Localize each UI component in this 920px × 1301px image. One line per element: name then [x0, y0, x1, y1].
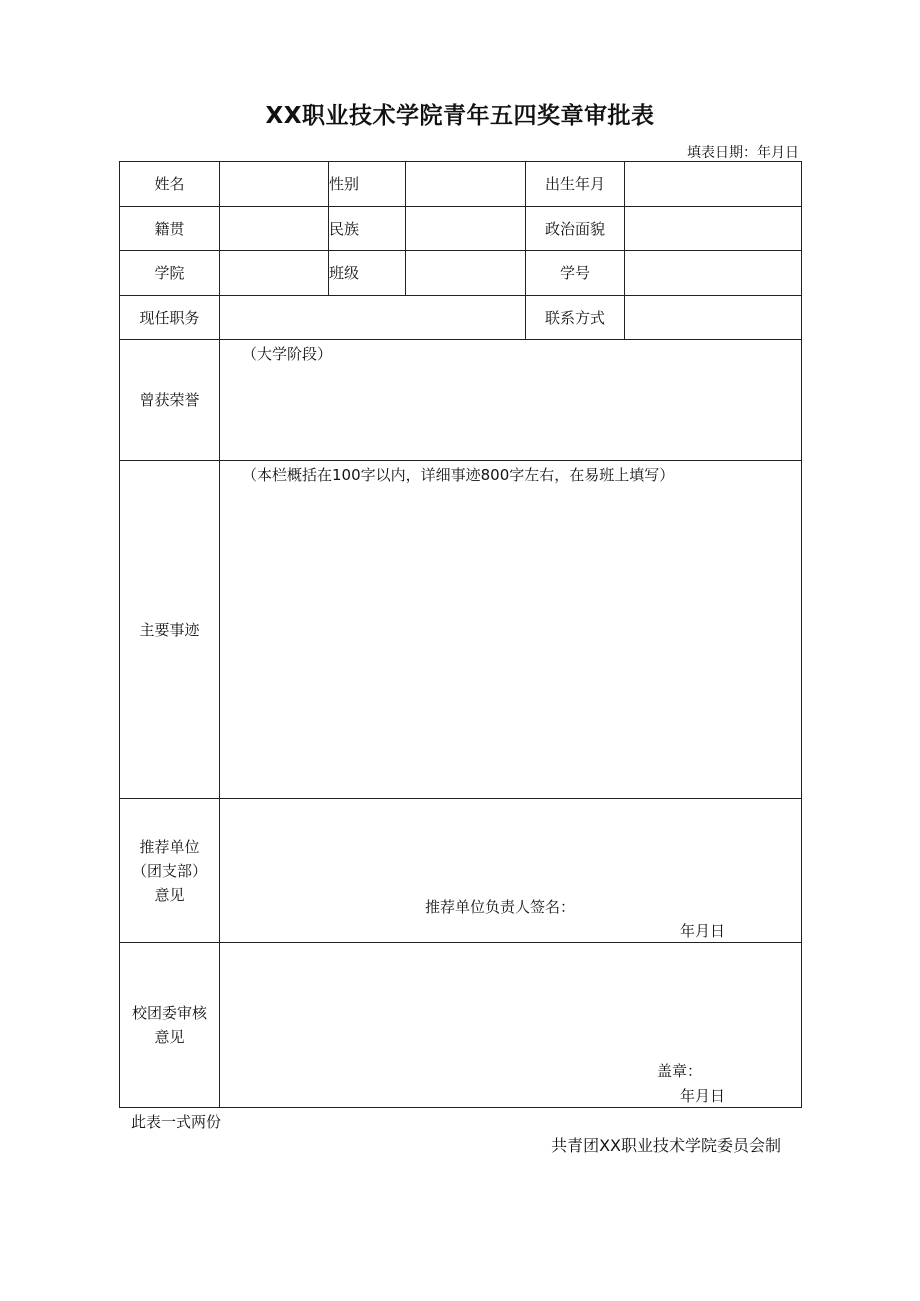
- name-label: 姓名: [120, 162, 220, 207]
- honors-label: 曾获荣誉: [120, 340, 220, 461]
- page-title: XX职业技术学院青年五四奖章审批表: [265, 103, 655, 129]
- recommend-date: 年月日: [680, 922, 726, 940]
- contact-label: 联系方式: [526, 296, 625, 340]
- committee-seal-label: 盖章：: [657, 1062, 703, 1080]
- committee-field[interactable]: [220, 943, 802, 1108]
- issuer-text: 共青团XX职业技术学院委员会制: [551, 1136, 781, 1155]
- native-place-field[interactable]: [220, 207, 329, 251]
- gender-field[interactable]: [406, 162, 526, 207]
- committee-label-line1: 校团委审核: [131, 1004, 207, 1022]
- political-status-field[interactable]: [625, 207, 802, 251]
- student-id-field[interactable]: [625, 251, 802, 296]
- name-field[interactable]: [220, 162, 329, 207]
- college-field[interactable]: [220, 251, 329, 296]
- deeds-field[interactable]: [220, 461, 802, 799]
- gender-label: 性别: [329, 162, 406, 207]
- honors-hint: （大学阶段）: [242, 345, 333, 363]
- fill-date: 填表日期：年月日: [687, 145, 799, 161]
- copies-note: 此表一式两份: [131, 1113, 222, 1131]
- birth-label: 出生年月: [526, 162, 625, 207]
- class-field[interactable]: [406, 251, 526, 296]
- recommend-label-line2: （团支部）: [131, 861, 207, 880]
- recommend-label-line1: 推荐单位: [139, 837, 200, 856]
- approval-form-table: [119, 161, 802, 1108]
- recommend-label: [120, 799, 220, 943]
- recommend-label-line3: 意见: [154, 885, 185, 904]
- native-place-label: 籍贯: [120, 207, 220, 251]
- committee-label-line2: 意见: [154, 1028, 185, 1046]
- ethnicity-label: 民族: [329, 207, 406, 251]
- committee-label: [120, 943, 220, 1108]
- honors-field[interactable]: [220, 340, 802, 461]
- political-status-label: 政治面貌: [526, 207, 625, 251]
- birth-field[interactable]: [625, 162, 802, 207]
- deeds-hint: （本栏概括在100字以内，详细事迹800字左右，在易班上填写）: [242, 466, 675, 484]
- student-id-label: 学号: [526, 251, 625, 296]
- class-label: 班级: [329, 251, 406, 296]
- contact-field[interactable]: [625, 296, 802, 340]
- recommend-signature-label: 推荐单位负责人签名：: [425, 898, 576, 916]
- committee-date: 年月日: [680, 1087, 726, 1105]
- position-label: 现任职务: [120, 296, 220, 340]
- deeds-label: 主要事迹: [120, 461, 220, 799]
- ethnicity-field[interactable]: [406, 207, 526, 251]
- position-field[interactable]: [220, 296, 526, 340]
- recommend-field[interactable]: [220, 799, 802, 943]
- college-label: 学院: [120, 251, 220, 296]
